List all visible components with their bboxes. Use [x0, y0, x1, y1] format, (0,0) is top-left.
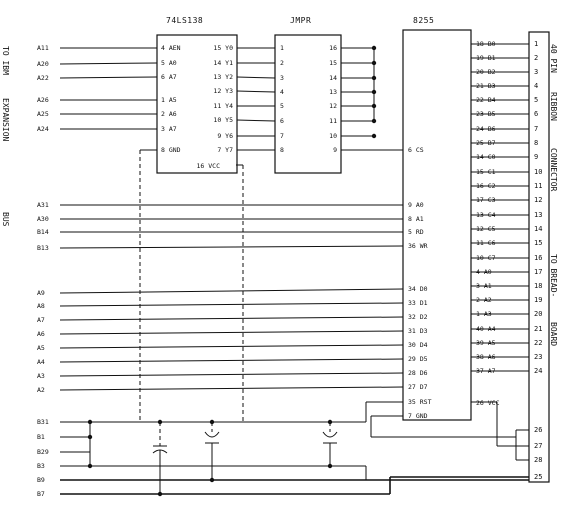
wire-segment	[237, 91, 275, 92]
jumper-pin-4: 4	[280, 88, 284, 96]
connector-pin-6: 6	[534, 110, 539, 118]
connector-pin-18: 18	[534, 282, 543, 290]
jumper-pin-3: 3	[280, 74, 284, 82]
connector-pin-7: 7	[534, 125, 539, 133]
bus-label-a26: A26	[37, 96, 49, 104]
jumper-pin-10: 10	[329, 132, 337, 140]
jumper-pin-5: 5	[280, 102, 284, 110]
bus-label-b7: B7	[37, 490, 45, 498]
bus-label-a6: A6	[37, 330, 45, 338]
ppi-pin-5: 34 D0	[408, 285, 428, 293]
connector-pin-8: 8	[534, 139, 539, 147]
bus-label-a9: A9	[37, 289, 45, 297]
wire-segment	[60, 317, 403, 320]
connector-pin-2: 2	[534, 54, 539, 62]
ppi-port-0: 18 B0	[476, 40, 496, 48]
ppi-pin-0: 6 CS	[408, 146, 424, 154]
bus-label-a24: A24	[37, 125, 49, 133]
jumper-pin-7: 7	[280, 132, 284, 140]
wire-segment	[60, 303, 403, 306]
ppi-pin-13: 35 RST	[408, 398, 432, 406]
connector-pin-16: 16	[534, 254, 543, 262]
ppi-port-6: 24 B6	[476, 125, 496, 133]
ppi-port-13: 12 C5	[476, 225, 496, 233]
left-side-text	[1, 46, 10, 227]
ppi-port-16: 4 A0	[476, 268, 492, 276]
decoder-out-4: 11 Y4	[213, 102, 233, 110]
ppi-port-8: 14 C0	[476, 153, 496, 161]
connector-pin-14: 14	[534, 225, 543, 233]
ppi-pin-6: 33 D1	[408, 299, 428, 307]
wire-segment	[237, 77, 275, 78]
jumper-pin-9: 9	[333, 146, 337, 154]
side-text-to-ibm: TO IBM	[1, 46, 10, 75]
bus-label-a3: A3	[37, 372, 45, 380]
bus-label-a11: A11	[37, 44, 49, 52]
junction-dot	[88, 435, 92, 439]
connector-pin-24: 24	[534, 367, 543, 375]
decoder-out-7: 7 Y7	[217, 146, 233, 154]
ppi-vcc-label: 26 VCC	[476, 399, 500, 407]
wire-segment	[237, 120, 275, 121]
ppi-port-2: 20 B2	[476, 68, 496, 76]
ppi-pin-8: 31 D3	[408, 327, 428, 335]
bus-label-a4: A4	[37, 358, 45, 366]
connector-pin-1: 1	[534, 40, 539, 48]
connector-pin-25: 25	[534, 473, 543, 481]
decoder-out-5: 10 Y5	[213, 116, 233, 124]
right-side-text	[549, 44, 558, 346]
bus-label-a31: A31	[37, 201, 49, 209]
ppi-pin-14: 7 GND	[408, 412, 428, 420]
ppi-port-1: 19 B1	[476, 54, 496, 62]
connector-pin-10: 10	[534, 168, 543, 176]
ppi-port-15: 10 C7	[476, 254, 496, 262]
bus-label-a30: A30	[37, 215, 49, 223]
wire-segment	[60, 246, 403, 248]
wire-segment	[60, 387, 403, 390]
bus-label-a25: A25	[37, 110, 49, 118]
jumper-title: JMPR	[290, 16, 312, 25]
bus-label-a7: A7	[37, 316, 45, 324]
jumper-pin-2: 2	[280, 59, 284, 67]
decoder-title: 74LS138	[166, 16, 204, 25]
ppi-pin-10: 29 D5	[408, 355, 428, 363]
ppi-pin-1: 9 A0	[408, 201, 424, 209]
decoder-out-6: 9 Y6	[217, 132, 233, 140]
capacitor-c1	[153, 422, 167, 494]
connector-pin-17: 17	[534, 268, 543, 276]
decoder-pin-2: 6 A7	[161, 73, 177, 81]
wire-segment	[60, 63, 157, 64]
connector-pin-3: 3	[534, 68, 539, 76]
jumper-pin-13: 13	[329, 88, 337, 96]
ppi-pin-7: 32 D2	[408, 313, 428, 321]
ppi-port-5: 23 B5	[476, 110, 496, 118]
decoder-pin-6: 8 GND	[161, 146, 181, 154]
capacitor-c3	[323, 422, 337, 466]
decoder-out-1: 14 Y1	[213, 59, 233, 67]
wire-segment	[60, 331, 403, 334]
ppi-port-19: 1 A3	[476, 310, 492, 318]
ppi-pin-9: 30 D4	[408, 341, 428, 349]
ppi-port-17: 3 A1	[476, 282, 492, 290]
connector-pin-13: 13	[534, 211, 543, 219]
wire-segment	[60, 359, 403, 362]
connector-pin-21: 21	[534, 325, 543, 333]
jumper-pin-1: 1	[280, 44, 284, 52]
bus-label-a20: A20	[37, 60, 49, 68]
bus-label-a5: A5	[37, 344, 45, 352]
ppi-port-4: 22 B4	[476, 96, 496, 104]
jumper-pin-16: 16	[329, 44, 337, 52]
wire-segment	[60, 77, 157, 78]
jumper-pin-8: 8	[280, 146, 284, 154]
decoder-vcc-label: 16 VCC	[196, 162, 220, 170]
ppi-port-12: 13 C4	[476, 211, 496, 219]
ppi-pin-2: 8 A1	[408, 215, 424, 223]
bus-label-b31: B31	[37, 418, 49, 426]
capacitor-c2	[205, 422, 219, 480]
connector-pin-28: 28	[534, 456, 543, 464]
connector-pin-12: 12	[534, 196, 543, 204]
ppi-port-3: 21 B3	[476, 82, 496, 90]
bus-label-a2: A2	[37, 386, 45, 394]
connector-pin-9: 9	[534, 153, 539, 161]
jumper-junction-dot	[372, 134, 376, 138]
bus-label-b14: B14	[37, 228, 49, 236]
wire-segment	[60, 289, 403, 293]
bus-label-b3: B3	[37, 462, 45, 470]
jumper-pin-11: 11	[329, 117, 337, 125]
connector-pin-20: 20	[534, 310, 543, 318]
decoder-pin-1: 5 A0	[161, 59, 177, 67]
side-text-bus: BUS	[1, 212, 10, 227]
ppi-port-10: 16 C2	[476, 182, 496, 190]
ppi-port-18: 2 A2	[476, 296, 492, 304]
side-text-40-pin: 40 PIN	[549, 44, 558, 73]
ppi-pin-3: 5 RD	[408, 228, 424, 236]
ppi-port-21: 39 A5	[476, 339, 496, 347]
side-text-to-bread: TO BREAD-	[549, 254, 558, 298]
decoder-pin-3: 1 A5	[161, 96, 177, 104]
connector-pin-22: 22	[534, 339, 543, 347]
ppi-port-14: 11 C6	[476, 239, 496, 247]
side-text-connector: CONNECTOR	[549, 148, 558, 192]
ppi-port-20: 40 A4	[476, 325, 496, 333]
decoder-pin-5: 3 A7	[161, 125, 177, 133]
side-text-expansion: EXPANSION	[1, 98, 10, 142]
decoder-out-0: 15 Y0	[213, 44, 233, 52]
connector-pin-5: 5	[534, 96, 539, 104]
bus-label-b9: B9	[37, 476, 45, 484]
ppi-pin-12: 27 D7	[408, 383, 428, 391]
jumper-pin-6: 6	[280, 117, 284, 125]
jumper-pin-14: 14	[329, 74, 337, 82]
ppi-pin-11: 28 D6	[408, 369, 428, 377]
ppi-port-9: 15 C1	[476, 168, 496, 176]
jumper-pin-12: 12	[329, 102, 337, 110]
connector-pin-19: 19	[534, 296, 543, 304]
bus-label-b1: B1	[37, 433, 45, 441]
bus-label-b29: B29	[37, 448, 49, 456]
wire-segment	[60, 345, 403, 348]
bus-label-b13: B13	[37, 244, 49, 252]
ppi-port-7: 25 B7	[476, 139, 496, 147]
decoder-pin-0: 4 AEN	[161, 44, 181, 52]
connector-pin-11: 11	[534, 182, 543, 190]
side-text-ribbon: RIBBON	[549, 92, 558, 121]
connector-pin-23: 23	[534, 353, 543, 361]
bus-label-a8: A8	[37, 302, 45, 310]
bus-label-a22: A22	[37, 74, 49, 82]
side-text-board: BOARD	[549, 322, 558, 347]
connector-pin-26: 26	[534, 426, 543, 434]
ppi-port-23: 37 A7	[476, 367, 496, 375]
ppi-pin-4: 36 WR	[408, 242, 428, 250]
decoder-out-2: 13 Y2	[213, 73, 233, 81]
connector-pin-27: 27	[534, 442, 543, 450]
decoder-pin-4: 2 A6	[161, 110, 177, 118]
ppi-port-11: 17 C3	[476, 196, 496, 204]
connector-pin-4: 4	[534, 82, 539, 90]
decoder-out-3: 12 Y3	[213, 87, 233, 95]
jumper-pin-15: 15	[329, 59, 337, 67]
connector-pin-15: 15	[534, 239, 543, 247]
wire-segment	[60, 373, 403, 376]
ppi-title: 8255	[413, 16, 435, 25]
ppi-port-22: 38 A6	[476, 353, 496, 361]
